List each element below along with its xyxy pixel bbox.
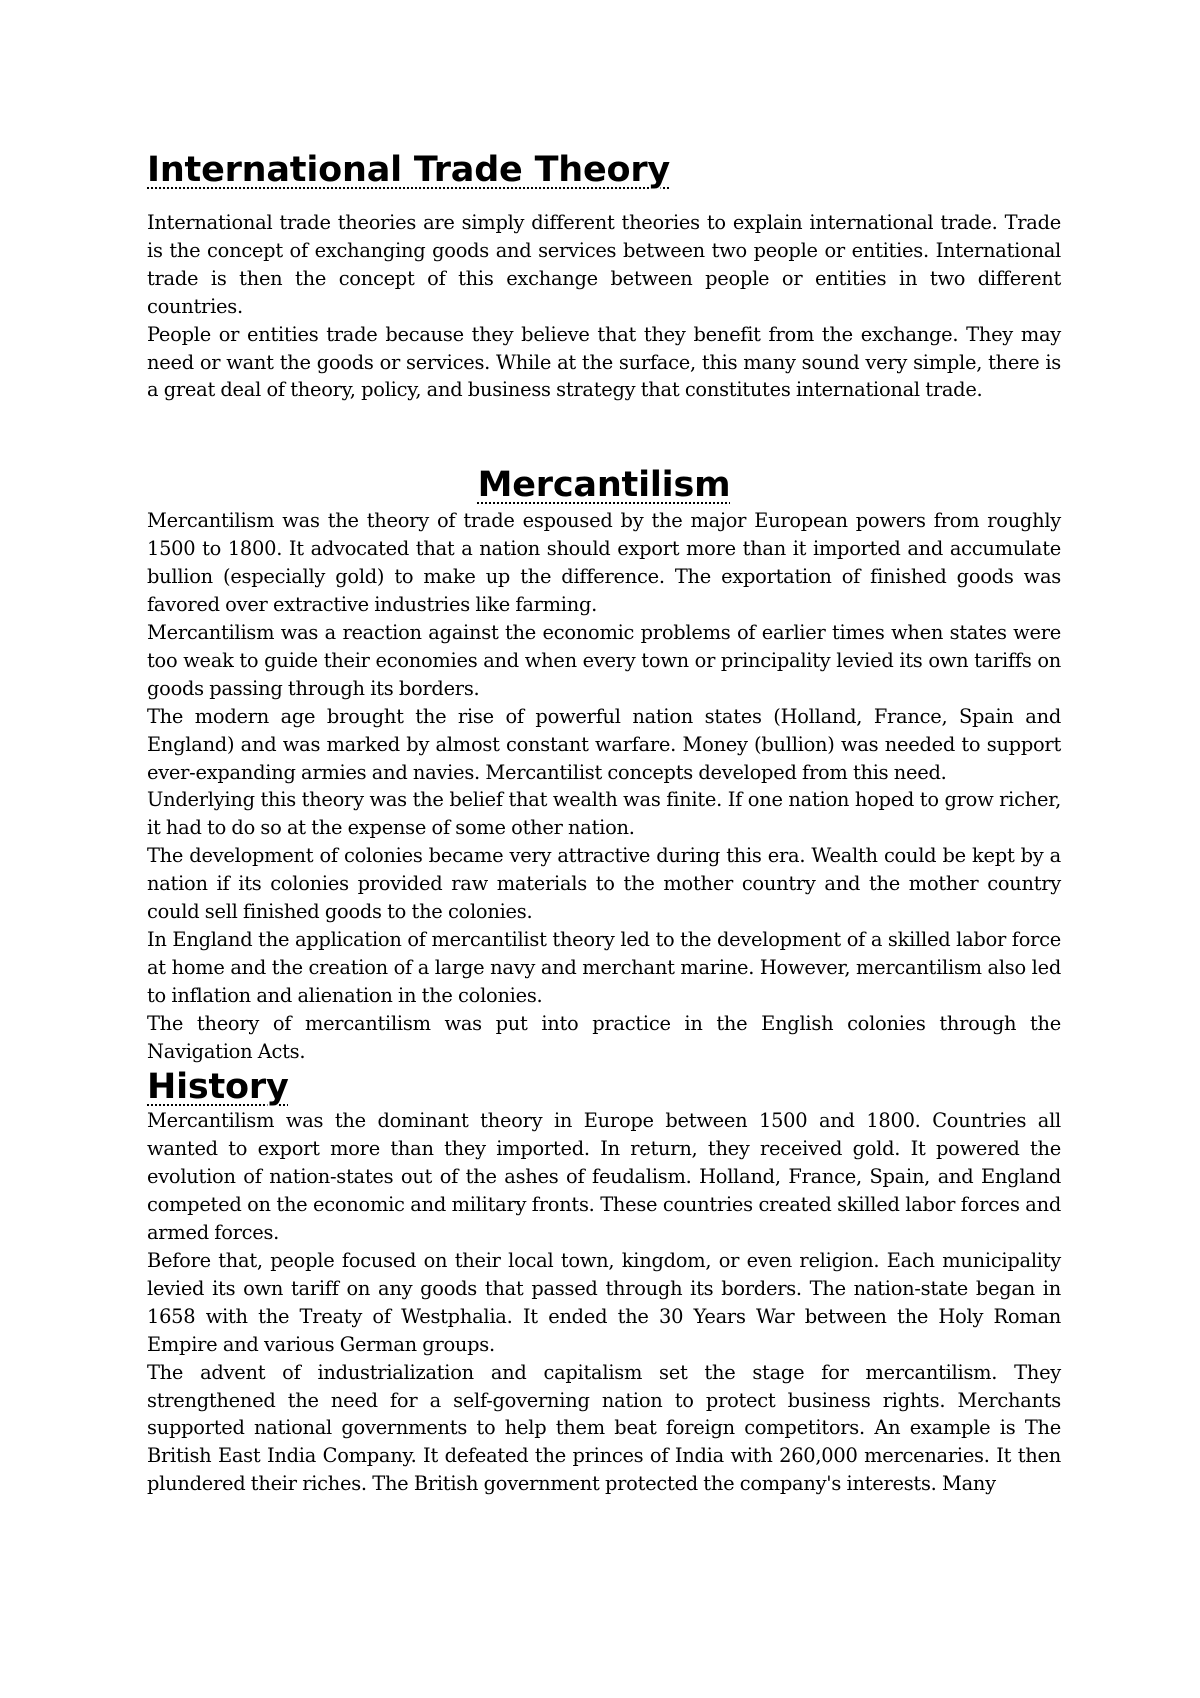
heading-international-trade-theory: International Trade Theory [147,150,671,190]
heading-history: History [147,1067,289,1108]
paragraph: People or entities trade because they believe that they benefit from the exchange. They may need or want the goods or services. While at the surface, this many sound very simple, there is a great deal of theory, policy, and business strategy that constitutes international trade. [147,322,1061,402]
paragraph: In England the application of mercantilist theory led to the development of a skilled labor force at home and the creation of a large navy and merchant marine. However, mercantilism also led to inflation and alienation in the colonies. [147,927,1061,1007]
paragraph: Mercantilism was the dominant theory in Europe between 1500 and 1800. Countries all wanted to export more than they imported. In return, they received gold. It powered the evolution of nation-states out of the ashes of feudalism. Holland, France, Spain, and England competed on the economic and military fronts. These countries created skilled labor forces and armed forces. [147,1109,1061,1245]
paragraph: Before that, people focused on their local town, kingdom, or even religion. Each municipality levied its own tariff on any goods that passed through its borders. The nation-state began in 1658 with the Treaty of Westphalia. It ended the 30 Years War between the Holy Roman Empire and various German groups. [147,1249,1061,1356]
paragraph: Mercantilism was the theory of trade espoused by the major European powers from roughly 1500 to 1800. It advocated that a nation should export more than it imported and accumulate bullion (especially gold) to make up the difference. The exportation of finished goods was favored over extractive industries like farming. [147,509,1061,617]
paragraph: The theory of mercantilism was put into practice in the English colonies through the Navigation Acts. [147,1011,1061,1063]
paragraph: Mercantilism was a reaction against the economic problems of earlier times when states were too weak to guide their economies and when every town or principality levied its own tariffs on goods passing through its borders. [147,620,1061,700]
document-page [147,150,1061,1498]
paragraph: International trade theories are simply different theories to explain international trade. Trade is the concept of exchanging goods and services between two people or entities. International trade is then the concept of this exchange between people or entities in two different countries. [147,211,1061,318]
paragraph: The advent of industrialization and capitalism set the stage for mercantilism. They strengthened the need for a self-governing nation to protect business rights. Merchants supported national governments to help them beat foreign competitors. An example is The British East India Company. It defeated the princes of India with 260,000 mercenaries. It then plundered their riches. The British government protected the company's interests. Many [147,1360,1061,1496]
heading-mercantilism: Mercantilism [477,465,731,506]
paragraph: Underlying this theory was the belief that wealth was finite. If one nation hoped to grow richer, it had to do so at the expense of some other nation. [147,788,1061,840]
paragraph: The development of colonies became very attractive during this era. Wealth could be kept by a nation if its colonies provided raw materials to the mother country and the mother country could sell finished goods to the colonies. [147,844,1061,924]
paragraph: The modern age brought the rise of powerful nation states (Holland, France, Spain and England) and was marked by almost constant warfare. Money (bullion) was needed to support ever-expanding armies and navies. Mercantilist concepts developed from this need. [147,704,1061,784]
